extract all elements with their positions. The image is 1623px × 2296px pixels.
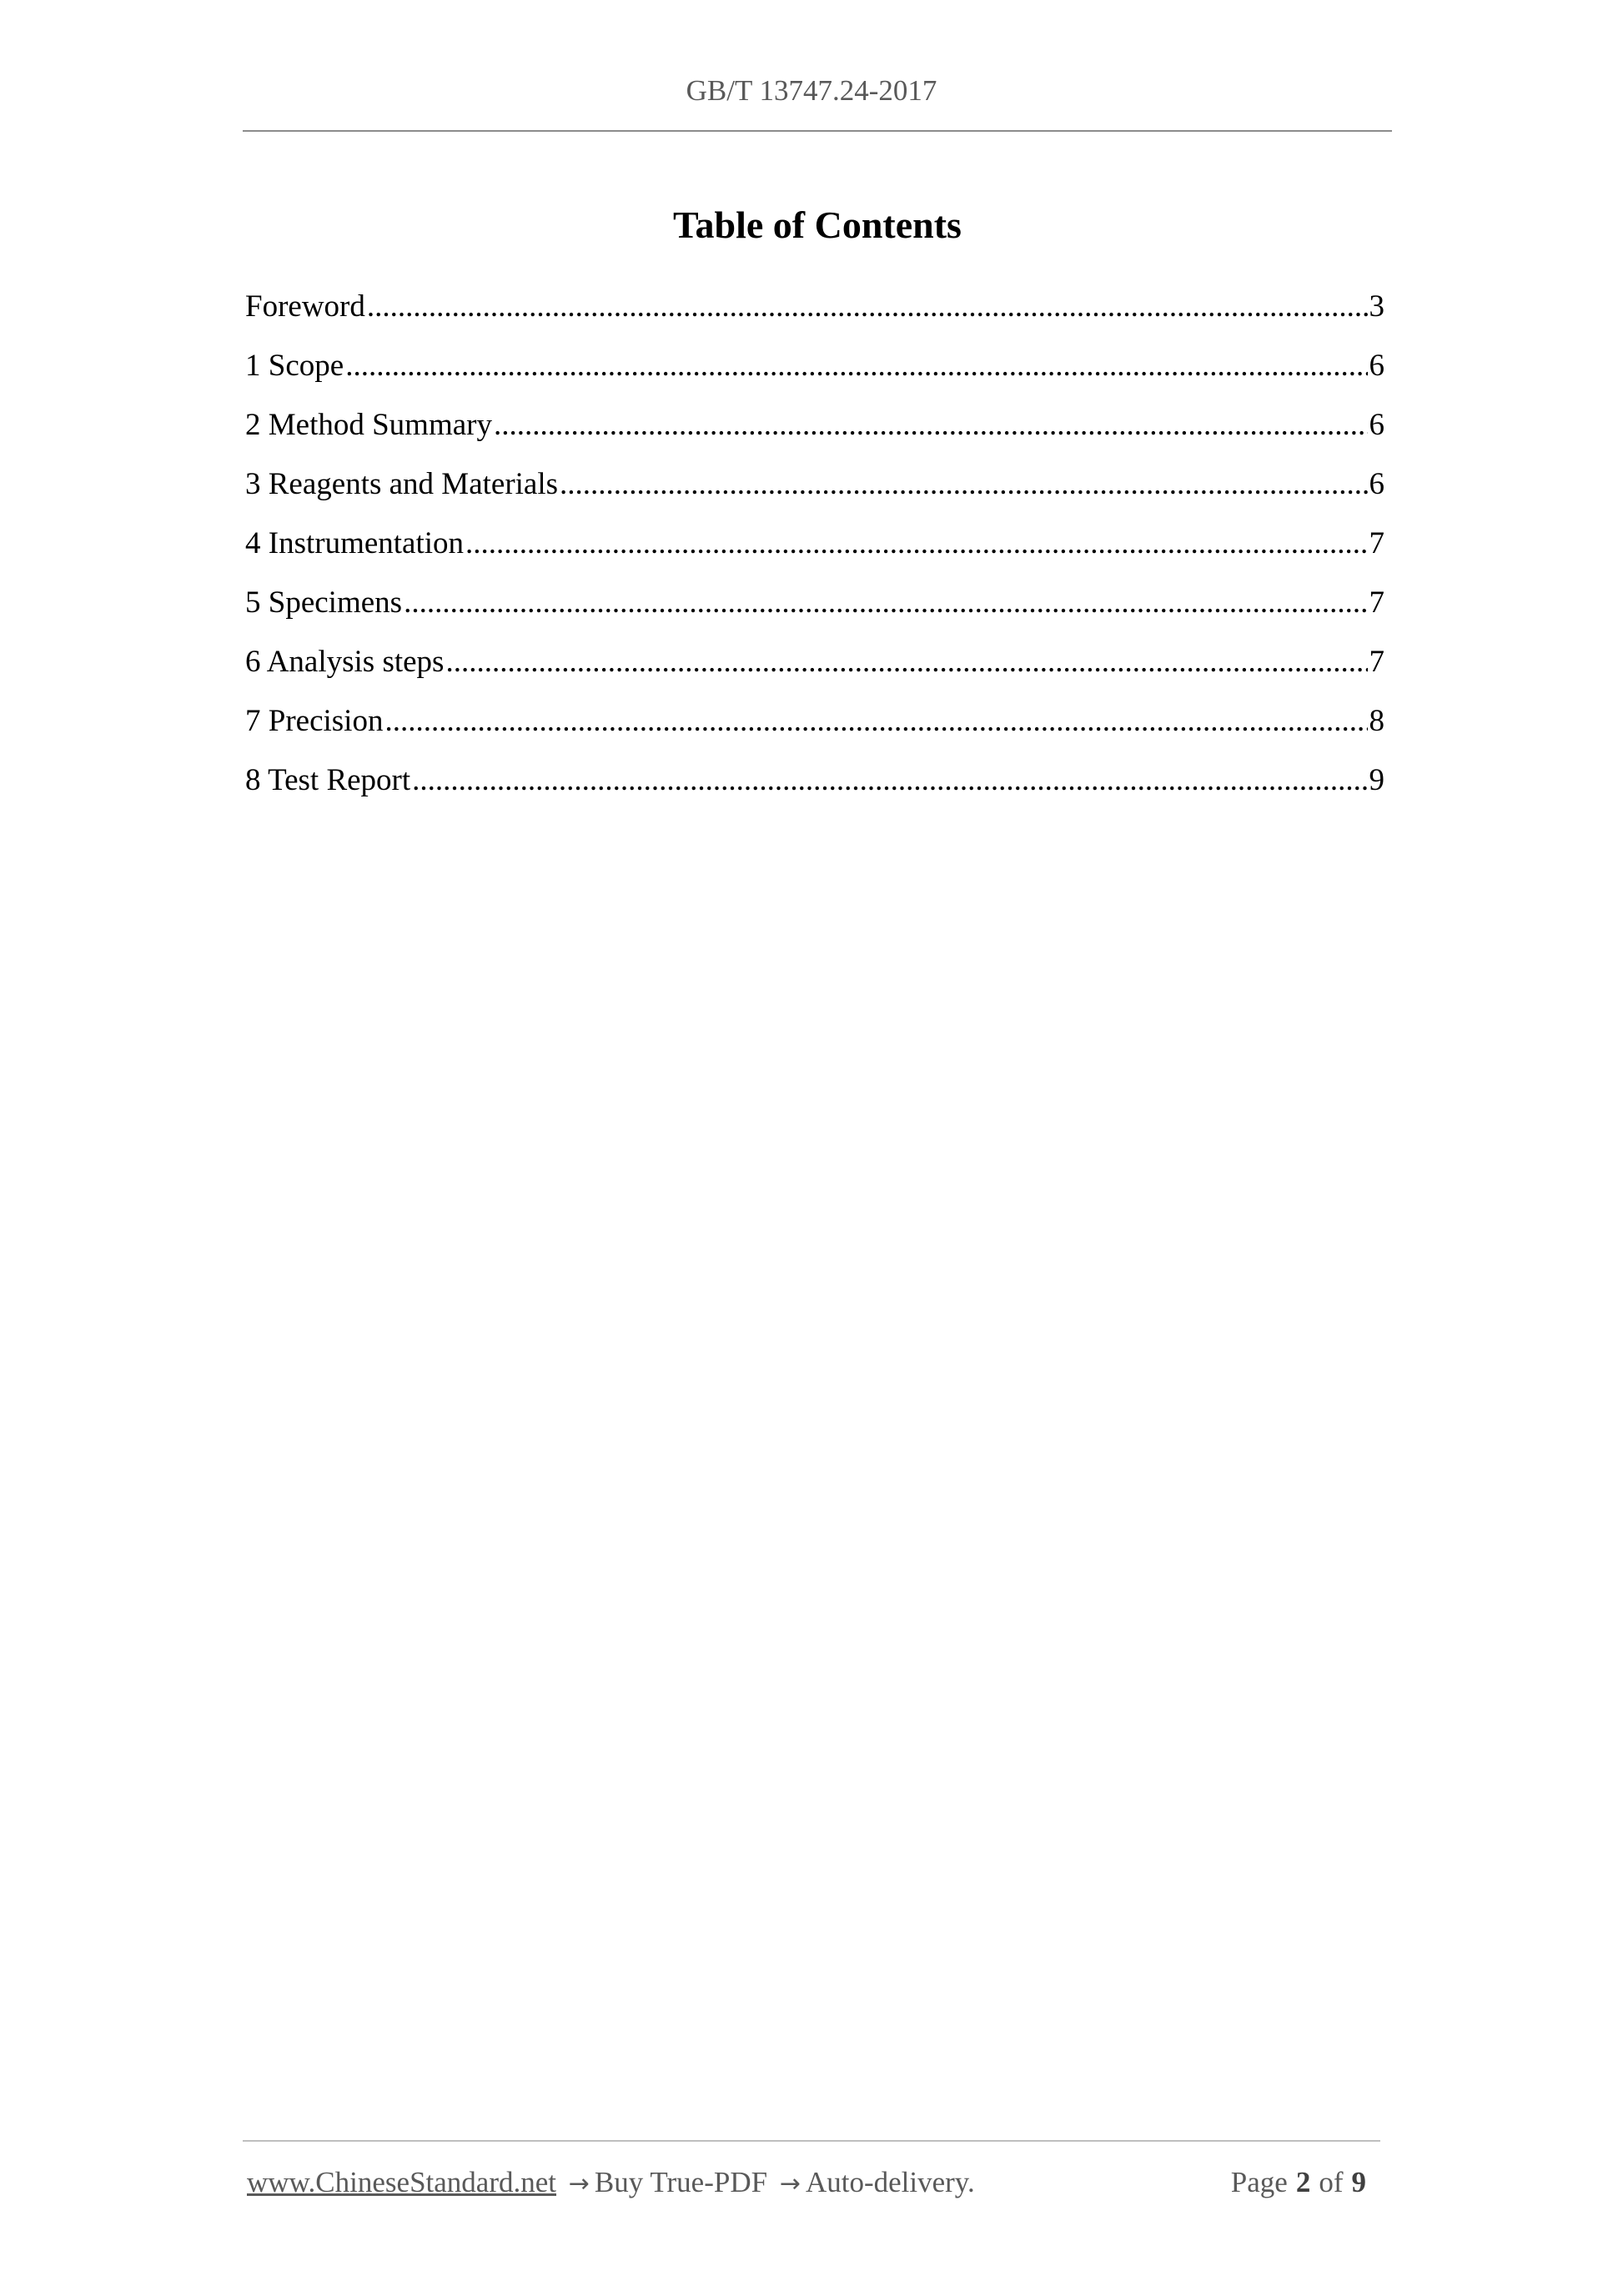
toc-dot-leader [445, 637, 1367, 687]
page-word: Page [1230, 2166, 1288, 2198]
toc-entry-label: 4 Instrumentation [245, 526, 465, 560]
toc-entry-analysis-steps[interactable] [245, 637, 1384, 696]
toc-dot-leader [494, 400, 1368, 450]
toc-entry-page: 7 [1369, 645, 1384, 679]
toc-dot-leader [412, 756, 1367, 806]
arrow-right-icon: → [568, 2169, 590, 2198]
buy-true-pdf-text: Buy True-PDF [594, 2166, 768, 2198]
toc-dot-leader [404, 578, 1367, 628]
toc-entry-page: 8 [1369, 704, 1384, 738]
toc-entry-test-report[interactable] [245, 756, 1384, 815]
toc-entry-instrumentation[interactable] [245, 519, 1384, 578]
toc-entry-label: 6 Analysis steps [245, 645, 445, 679]
page-footer [247, 2163, 1381, 2205]
toc-entry-label: 1 Scope [245, 349, 344, 383]
toc-entry-page: 3 [1369, 289, 1384, 324]
toc-entry-label: 5 Specimens [245, 585, 403, 620]
toc-entry-label: 3 Reagents and Materials [245, 467, 559, 501]
toc-entry-foreword[interactable] [245, 282, 1384, 341]
footer-divider [243, 2140, 1380, 2142]
page-indicator [1231, 2163, 1374, 2202]
auto-delivery-text: Auto-delivery. [805, 2166, 975, 2198]
toc-entry-method-summary[interactable] [245, 400, 1384, 460]
toc-dot-leader [367, 282, 1368, 332]
toc-dot-leader [560, 460, 1367, 510]
toc-list [245, 282, 1384, 815]
toc-dot-leader [465, 519, 1367, 569]
toc-dot-leader [384, 696, 1367, 746]
header-divider [243, 130, 1392, 132]
toc-entry-page: 7 [1369, 526, 1384, 560]
toc-entry-page: 6 [1369, 408, 1384, 442]
toc-entry-page: 7 [1369, 585, 1384, 620]
toc-entry-page: 6 [1369, 467, 1384, 501]
toc-dot-leader [345, 341, 1367, 391]
toc-entry-reagents-and-materials[interactable] [245, 460, 1384, 519]
toc-entry-precision[interactable] [245, 696, 1384, 756]
toc-entry-label: Foreword [245, 289, 365, 324]
current-page-number: 2 [1295, 2166, 1311, 2198]
site-link[interactable]: www.ChineseStandard.net [247, 2166, 556, 2198]
toc-entry-page: 9 [1369, 763, 1384, 797]
toc-entry-label: 8 Test Report [245, 763, 411, 797]
toc-entry-scope[interactable] [245, 341, 1384, 400]
arrow-right-icon: → [779, 2169, 801, 2198]
footer-promo [247, 2163, 975, 2203]
toc-title: Table of Contents [673, 203, 962, 246]
toc-entry-label: 2 Method Summary [245, 408, 492, 442]
running-header: GB/T 13747.24-2017 [686, 74, 937, 107]
toc-entry-label: 7 Precision [245, 704, 384, 738]
of-word: of [1319, 2166, 1344, 2198]
total-page-number: 9 [1351, 2166, 1366, 2198]
toc-entry-specimens[interactable] [245, 578, 1384, 637]
toc-entry-page: 6 [1369, 349, 1384, 383]
